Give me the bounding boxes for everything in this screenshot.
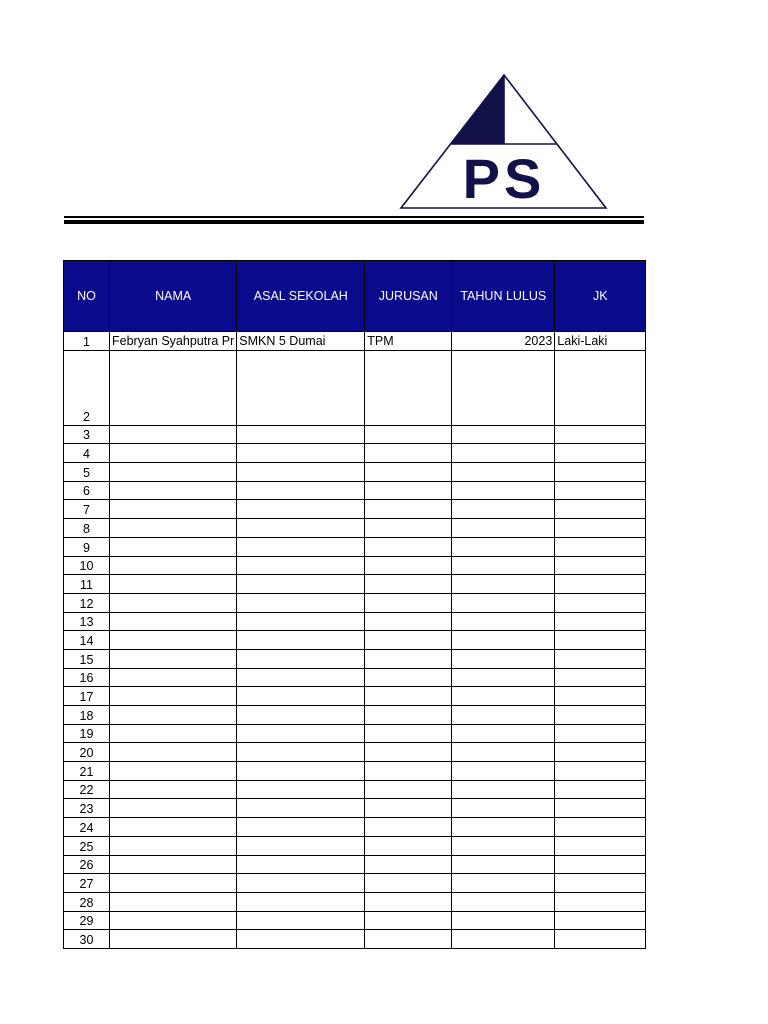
cell-tahun-lulus[interactable]	[452, 724, 555, 743]
cell-tahun-lulus[interactable]	[452, 575, 555, 594]
cell-tahun-lulus[interactable]: 2023	[452, 332, 555, 351]
header-no: NO	[64, 261, 110, 332]
header-jurusan: JURUSAN	[365, 261, 452, 332]
cell-jurusan[interactable]	[365, 668, 452, 687]
cell-asal-sekolah[interactable]	[237, 425, 365, 444]
cell-asal-sekolah[interactable]	[237, 911, 365, 930]
cell-tahun-lulus[interactable]	[452, 687, 555, 706]
cell-asal-sekolah[interactable]	[237, 668, 365, 687]
cell-nama[interactable]	[110, 780, 237, 799]
table-row	[64, 930, 646, 949]
cell-asal-sekolah[interactable]	[237, 481, 365, 500]
cell-jurusan[interactable]	[365, 743, 452, 762]
cell-no[interactable]: 10	[64, 556, 110, 575]
cell-nama[interactable]	[110, 724, 237, 743]
cell-tahun-lulus[interactable]	[452, 874, 555, 893]
cell-jurusan[interactable]	[365, 780, 452, 799]
table-row	[64, 687, 646, 706]
cell-asal-sekolah[interactable]	[237, 500, 365, 519]
cell-jk[interactable]	[555, 537, 646, 556]
cell-jk[interactable]	[555, 444, 646, 463]
cell-jk[interactable]	[555, 500, 646, 519]
cell-nama[interactable]	[110, 500, 237, 519]
cell-no[interactable]: 25	[64, 836, 110, 855]
cell-no[interactable]: 30	[64, 930, 110, 949]
header-rule-thin	[64, 216, 644, 218]
header-rule-thick	[64, 220, 644, 224]
cell-no[interactable]: 11	[64, 575, 110, 594]
cell-asal-sekolah[interactable]	[237, 649, 365, 668]
cell-nama[interactable]	[110, 350, 237, 425]
cell-tahun-lulus[interactable]	[452, 836, 555, 855]
cell-tahun-lulus[interactable]	[452, 930, 555, 949]
cell-jurusan[interactable]	[365, 575, 452, 594]
cell-asal-sekolah[interactable]	[237, 537, 365, 556]
table-header-row	[64, 261, 646, 332]
cell-asal-sekolah[interactable]	[237, 350, 365, 425]
cell-no[interactable]: 23	[64, 799, 110, 818]
cell-jk[interactable]	[555, 818, 646, 837]
table-row	[64, 892, 646, 911]
cell-no[interactable]: 1	[64, 332, 110, 351]
cell-nama[interactable]	[110, 818, 237, 837]
table-row	[64, 631, 646, 650]
cell-jk[interactable]	[555, 911, 646, 930]
cell-nama[interactable]	[110, 481, 237, 500]
cell-no[interactable]: 8	[64, 519, 110, 538]
cell-asal-sekolah[interactable]	[237, 930, 365, 949]
cell-no[interactable]: 13	[64, 612, 110, 631]
cell-nama[interactable]	[110, 612, 237, 631]
cell-jk[interactable]	[555, 836, 646, 855]
cell-jurusan[interactable]: TPM	[365, 332, 452, 351]
cell-jurusan[interactable]	[365, 463, 452, 482]
table-row	[64, 911, 646, 930]
cell-tahun-lulus[interactable]	[452, 556, 555, 575]
table-row	[64, 481, 646, 500]
cell-jurusan[interactable]	[365, 836, 452, 855]
table-row	[64, 799, 646, 818]
table-row	[64, 444, 646, 463]
cell-no[interactable]: 24	[64, 818, 110, 837]
cell-jk[interactable]	[555, 612, 646, 631]
cell-no[interactable]: 4	[64, 444, 110, 463]
cell-tahun-lulus[interactable]	[452, 762, 555, 781]
cell-jk[interactable]	[555, 930, 646, 949]
cell-nama[interactable]	[110, 593, 237, 612]
cell-nama[interactable]	[110, 874, 237, 893]
cell-jk[interactable]	[555, 463, 646, 482]
cell-jurusan[interactable]	[365, 481, 452, 500]
table-body	[64, 332, 646, 949]
cell-tahun-lulus[interactable]	[452, 668, 555, 687]
table-row	[64, 706, 646, 725]
cell-jk[interactable]: Laki-Laki	[555, 332, 646, 351]
cell-nama[interactable]	[110, 556, 237, 575]
cell-no[interactable]: 20	[64, 743, 110, 762]
header-nama: NAMA	[110, 261, 237, 332]
cell-tahun-lulus[interactable]	[452, 537, 555, 556]
header-asal-sekolah: ASAL SEKOLAH	[237, 261, 365, 332]
cell-jk[interactable]	[555, 631, 646, 650]
cell-tahun-lulus[interactable]	[452, 818, 555, 837]
cell-nama[interactable]	[110, 649, 237, 668]
cell-jk[interactable]	[555, 519, 646, 538]
cell-jurusan[interactable]	[365, 612, 452, 631]
cell-asal-sekolah[interactable]	[237, 612, 365, 631]
cell-no[interactable]: 22	[64, 780, 110, 799]
cell-jurusan[interactable]	[365, 818, 452, 837]
table-row	[64, 593, 646, 612]
cell-jk[interactable]	[555, 799, 646, 818]
cell-tahun-lulus[interactable]	[452, 706, 555, 725]
cell-no[interactable]: 16	[64, 668, 110, 687]
table-row	[64, 425, 646, 444]
cell-nama[interactable]	[110, 425, 237, 444]
cell-jk[interactable]	[555, 874, 646, 893]
cell-jurusan[interactable]	[365, 855, 452, 874]
cell-tahun-lulus[interactable]	[452, 593, 555, 612]
cell-tahun-lulus[interactable]	[452, 911, 555, 930]
cell-jurusan[interactable]	[365, 930, 452, 949]
cell-nama[interactable]	[110, 855, 237, 874]
cell-jurusan[interactable]	[365, 425, 452, 444]
cell-asal-sekolah[interactable]	[237, 444, 365, 463]
cell-asal-sekolah[interactable]	[237, 762, 365, 781]
cell-jurusan[interactable]	[365, 874, 452, 893]
table-row	[64, 463, 646, 482]
table-row	[64, 519, 646, 538]
table-row	[64, 500, 646, 519]
student-table	[63, 260, 646, 949]
table-row	[64, 556, 646, 575]
cell-jk[interactable]	[555, 687, 646, 706]
table-row	[64, 762, 646, 781]
table-row	[64, 649, 646, 668]
cell-tahun-lulus[interactable]	[452, 780, 555, 799]
cell-no[interactable]: 26	[64, 855, 110, 874]
cell-jk[interactable]	[555, 706, 646, 725]
cell-nama[interactable]	[110, 519, 237, 538]
cell-jurusan[interactable]	[365, 631, 452, 650]
cell-tahun-lulus[interactable]	[452, 631, 555, 650]
cell-jk[interactable]	[555, 855, 646, 874]
table-row	[64, 818, 646, 837]
cell-asal-sekolah[interactable]: SMKN 5 Dumai	[237, 332, 365, 351]
cell-nama[interactable]	[110, 537, 237, 556]
cell-asal-sekolah[interactable]	[237, 463, 365, 482]
table-row	[64, 836, 646, 855]
cell-jurusan[interactable]	[365, 762, 452, 781]
cell-asal-sekolah[interactable]	[237, 855, 365, 874]
cell-tahun-lulus[interactable]	[452, 892, 555, 911]
logo-text: PS	[462, 147, 546, 210]
cell-asal-sekolah[interactable]	[237, 724, 365, 743]
cell-nama[interactable]	[110, 706, 237, 725]
cell-asal-sekolah[interactable]	[237, 743, 365, 762]
table-row	[64, 874, 646, 893]
cell-no[interactable]: 3	[64, 425, 110, 444]
table-row	[64, 575, 646, 594]
cell-asal-sekolah[interactable]	[237, 631, 365, 650]
cell-jk[interactable]	[555, 892, 646, 911]
cell-no[interactable]: 6	[64, 481, 110, 500]
cell-asal-sekolah[interactable]	[237, 519, 365, 538]
cell-asal-sekolah[interactable]	[237, 575, 365, 594]
ps-logo	[398, 70, 610, 212]
cell-jk[interactable]	[555, 481, 646, 500]
cell-tahun-lulus[interactable]	[452, 519, 555, 538]
cell-jurusan[interactable]	[365, 799, 452, 818]
cell-jurusan[interactable]	[365, 892, 452, 911]
cell-jk[interactable]	[555, 649, 646, 668]
cell-asal-sekolah[interactable]	[237, 593, 365, 612]
table-row	[64, 612, 646, 631]
header-jk: JK	[555, 261, 646, 332]
cell-jurusan[interactable]	[365, 556, 452, 575]
cell-nama[interactable]	[110, 631, 237, 650]
table-row	[64, 537, 646, 556]
cell-tahun-lulus[interactable]	[452, 425, 555, 444]
cell-no[interactable]: 15	[64, 649, 110, 668]
cell-nama[interactable]	[110, 575, 237, 594]
cell-jk[interactable]	[555, 425, 646, 444]
cell-no[interactable]: 28	[64, 892, 110, 911]
cell-nama[interactable]	[110, 444, 237, 463]
cell-jk[interactable]	[555, 556, 646, 575]
cell-jk[interactable]	[555, 668, 646, 687]
table-row	[64, 780, 646, 799]
cell-nama[interactable]	[110, 799, 237, 818]
cell-no[interactable]: 5	[64, 463, 110, 482]
table-row	[64, 350, 646, 425]
cell-asal-sekolah[interactable]	[237, 892, 365, 911]
cell-jurusan[interactable]	[365, 350, 452, 425]
cell-tahun-lulus[interactable]	[452, 444, 555, 463]
cell-no[interactable]: 7	[64, 500, 110, 519]
cell-jk[interactable]	[555, 762, 646, 781]
cell-no[interactable]: 14	[64, 631, 110, 650]
cell-asal-sekolah[interactable]	[237, 818, 365, 837]
cell-jurusan[interactable]	[365, 687, 452, 706]
cell-nama[interactable]	[110, 836, 237, 855]
cell-nama[interactable]	[110, 762, 237, 781]
cell-nama[interactable]: Febryan Syahputra Pr	[110, 332, 237, 351]
cell-asal-sekolah[interactable]	[237, 556, 365, 575]
table-row	[64, 724, 646, 743]
cell-no[interactable]: 18	[64, 706, 110, 725]
cell-jurusan[interactable]	[365, 724, 452, 743]
cell-jk[interactable]	[555, 743, 646, 762]
cell-nama[interactable]	[110, 911, 237, 930]
cell-nama[interactable]	[110, 743, 237, 762]
cell-jurusan[interactable]	[365, 706, 452, 725]
cell-tahun-lulus[interactable]	[452, 463, 555, 482]
cell-no[interactable]: 2	[64, 350, 110, 425]
cell-jurusan[interactable]	[365, 444, 452, 463]
cell-tahun-lulus[interactable]	[452, 500, 555, 519]
cell-no[interactable]: 9	[64, 537, 110, 556]
cell-tahun-lulus[interactable]	[452, 350, 555, 425]
cell-jurusan[interactable]	[365, 593, 452, 612]
cell-jurusan[interactable]	[365, 649, 452, 668]
cell-no[interactable]: 21	[64, 762, 110, 781]
cell-tahun-lulus[interactable]	[452, 481, 555, 500]
cell-jk[interactable]	[555, 350, 646, 425]
cell-tahun-lulus[interactable]	[452, 855, 555, 874]
table-row	[64, 855, 646, 874]
cell-asal-sekolah[interactable]	[237, 836, 365, 855]
header-tahun-lulus: TAHUN LULUS	[452, 261, 555, 332]
cell-nama[interactable]	[110, 687, 237, 706]
table-row	[64, 332, 646, 351]
cell-jurusan[interactable]	[365, 537, 452, 556]
cell-nama[interactable]	[110, 892, 237, 911]
cell-jk[interactable]	[555, 575, 646, 594]
cell-jurusan[interactable]	[365, 519, 452, 538]
cell-asal-sekolah[interactable]	[237, 706, 365, 725]
cell-jk[interactable]	[555, 780, 646, 799]
cell-no[interactable]: 17	[64, 687, 110, 706]
cell-jk[interactable]	[555, 724, 646, 743]
cell-nama[interactable]	[110, 668, 237, 687]
cell-asal-sekolah[interactable]	[237, 799, 365, 818]
table-row	[64, 743, 646, 762]
cell-no[interactable]: 29	[64, 911, 110, 930]
cell-tahun-lulus[interactable]	[452, 799, 555, 818]
cell-asal-sekolah[interactable]	[237, 874, 365, 893]
cell-jurusan[interactable]	[365, 911, 452, 930]
cell-no[interactable]: 19	[64, 724, 110, 743]
table-row	[64, 668, 646, 687]
cell-nama[interactable]	[110, 463, 237, 482]
cell-tahun-lulus[interactable]	[452, 612, 555, 631]
cell-tahun-lulus[interactable]	[452, 649, 555, 668]
cell-no[interactable]: 12	[64, 593, 110, 612]
cell-asal-sekolah[interactable]	[237, 687, 365, 706]
cell-jk[interactable]	[555, 593, 646, 612]
cell-nama[interactable]	[110, 930, 237, 949]
cell-no[interactable]: 27	[64, 874, 110, 893]
cell-jurusan[interactable]	[365, 500, 452, 519]
cell-tahun-lulus[interactable]	[452, 743, 555, 762]
cell-asal-sekolah[interactable]	[237, 780, 365, 799]
